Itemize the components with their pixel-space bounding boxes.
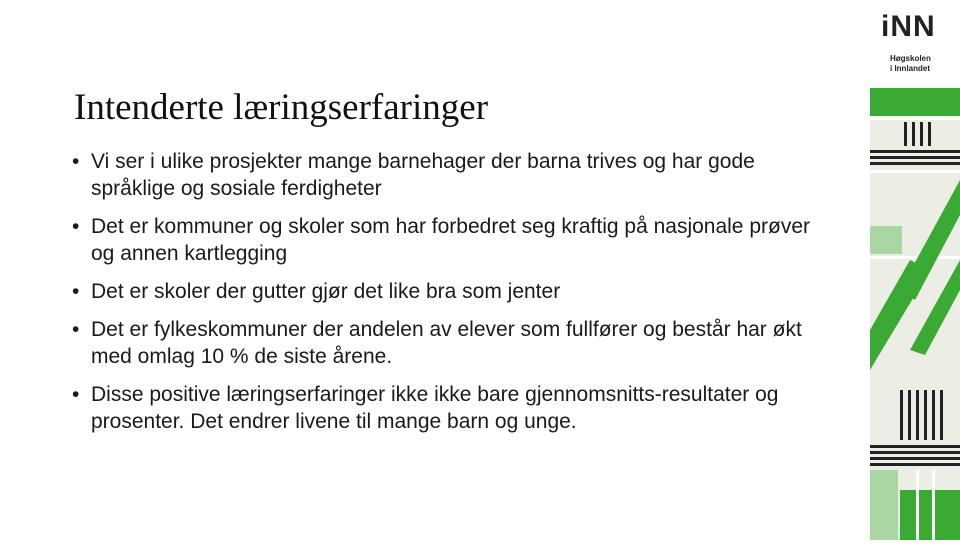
bullet-text: Disse positive læringserfaringer ikke ikke bare gjennomsnitts-resultater og prosenter. Det endrer livene til mange barn og unge.: [91, 383, 779, 433]
logo: [870, 0, 960, 88]
bullet-list: [72, 148, 832, 446]
bullet-item: [72, 381, 832, 435]
slide-title: Intenderte læringserfaringer: [74, 87, 489, 128]
bullet-text: Vi ser i ulike prosjekter mange barnehager der barna trives og har gode språklige og sosiale ferdigheter: [91, 150, 755, 200]
bullet-dot: •: [72, 383, 80, 406]
logo-line-2: i Innlandet: [890, 64, 930, 73]
logo-line-1: Høgskolen: [890, 54, 931, 63]
bullet-item: [72, 316, 832, 370]
bullet-item: [72, 278, 832, 305]
logo-name: [890, 54, 950, 74]
bullet-text: Det er skoler der gutter gjør det like bra som jenter: [91, 280, 561, 303]
bullet-dot: •: [72, 215, 80, 238]
logo-mark: iNN: [881, 10, 936, 43]
bullet-item: [72, 213, 832, 267]
decorative-sidebar: [870, 0, 960, 540]
bullet-text: Det er fylkeskommuner der andelen av elever som fullfører og består har økt med omlag 10 % de siste årene.: [91, 318, 802, 368]
bullet-item: [72, 148, 832, 202]
bullet-dot: •: [72, 318, 80, 341]
bullet-dot: •: [72, 280, 80, 303]
bullet-dot: •: [72, 150, 80, 173]
bullet-text: Det er kommuner og skoler som har forbedret seg kraftig på nasjonale prøver og annen kartlegging: [91, 215, 810, 265]
